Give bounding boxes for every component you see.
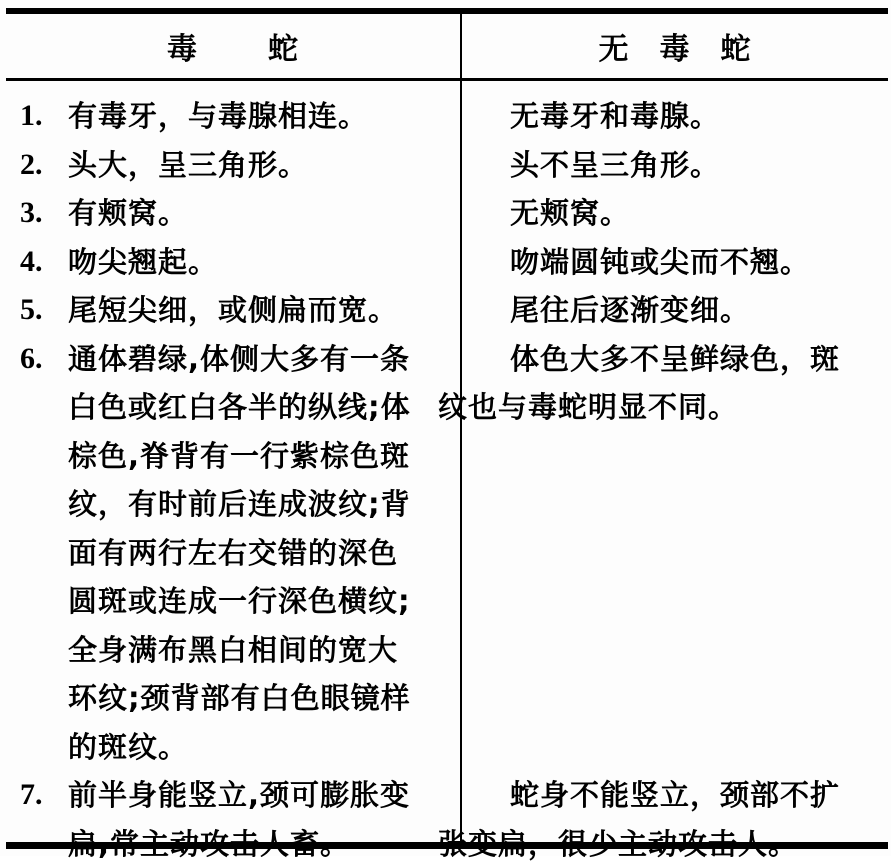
venomous-line: 前半身能竖立,颈可膨胀变 xyxy=(68,771,448,820)
venomous-line: 扁,常主动攻击人畜。 xyxy=(68,820,448,868)
venomous-line: 吻尖翘起。 xyxy=(68,238,448,287)
venomous-line: 的斑纹。 xyxy=(68,723,448,772)
venomous-line: 通体碧绿,体侧大多有一条 xyxy=(68,335,448,384)
comparison-table xyxy=(6,8,888,850)
venomous-line: 棕色,脊背有一行紫棕色斑 xyxy=(68,432,448,481)
venomous-line: 头大，呈三角形。 xyxy=(68,141,448,190)
row-number: 3. xyxy=(20,189,68,238)
venomous-line: 有颊窝。 xyxy=(68,189,448,238)
header-venomous-char-2: 蛇 xyxy=(268,24,299,68)
nonvenomous-cell xyxy=(474,141,882,190)
nonvenomous-line: 蛇身不能竖立，颈部不扩 xyxy=(474,771,882,820)
nonvenomous-line: 无颊窝。 xyxy=(474,189,882,238)
venomous-line: 面有两行左右交错的深色 xyxy=(68,529,448,578)
venomous-line: 白色或红白各半的纵线;体 xyxy=(68,383,448,432)
venomous-line: 有毒牙，与毒腺相连。 xyxy=(68,92,448,141)
nonvenomous-line: 无毒牙和毒腺。 xyxy=(474,92,882,141)
nonvenomous-line: 张变扁，很少主动攻击人。 xyxy=(474,820,882,868)
header-nonvenomous-char-1: 无 xyxy=(599,24,630,68)
nonvenomous-cell xyxy=(474,92,882,141)
header-nonvenomous xyxy=(462,14,888,78)
row-number: 1. xyxy=(20,92,68,141)
header-nonvenomous-char-2: 毒 xyxy=(660,24,691,68)
nonvenomous-cell xyxy=(474,238,882,287)
venomous-cell xyxy=(68,141,448,190)
row-number: 6. xyxy=(20,335,68,384)
venomous-cell xyxy=(68,286,448,335)
nonvenomous-cell xyxy=(474,189,882,238)
venomous-cell xyxy=(68,335,448,772)
header-venomous-char-1: 毒 xyxy=(167,24,198,68)
venomous-line: 环纹;颈背部有白色眼镜样 xyxy=(68,674,448,723)
nonvenomous-line: 头不呈三角形。 xyxy=(474,141,882,190)
nonvenomous-line: 纹也与毒蛇明显不同。 xyxy=(474,383,882,432)
nonvenomous-line: 体色大多不呈鲜绿色，斑 xyxy=(474,335,882,384)
venomous-line: 全身满布黑白相间的宽大 xyxy=(68,626,448,675)
header-nonvenomous-char-3: 蛇 xyxy=(721,24,752,68)
nonvenomous-cell xyxy=(474,771,882,868)
row-number: 7. xyxy=(20,771,68,820)
nonvenomous-cell xyxy=(474,335,882,432)
venomous-line: 圆斑或连成一行深色横纹; xyxy=(68,577,448,626)
nonvenomous-line: 吻端圆钝或尖而不翘。 xyxy=(474,238,882,287)
header-venomous xyxy=(6,14,460,78)
nonvenomous-cell xyxy=(474,286,882,335)
venomous-cell xyxy=(68,238,448,287)
venomous-cell xyxy=(68,189,448,238)
header-divider-rule xyxy=(6,78,888,81)
row-number: 4. xyxy=(20,238,68,287)
row-number: 2. xyxy=(20,141,68,190)
row-number: 5. xyxy=(20,286,68,335)
nonvenomous-line: 尾往后逐渐变细。 xyxy=(474,286,882,335)
venomous-cell xyxy=(68,771,448,868)
venomous-cell xyxy=(68,92,448,141)
venomous-line: 尾短尖细，或侧扁而宽。 xyxy=(68,286,448,335)
venomous-line: 纹，有时前后连成波纹;背 xyxy=(68,480,448,529)
